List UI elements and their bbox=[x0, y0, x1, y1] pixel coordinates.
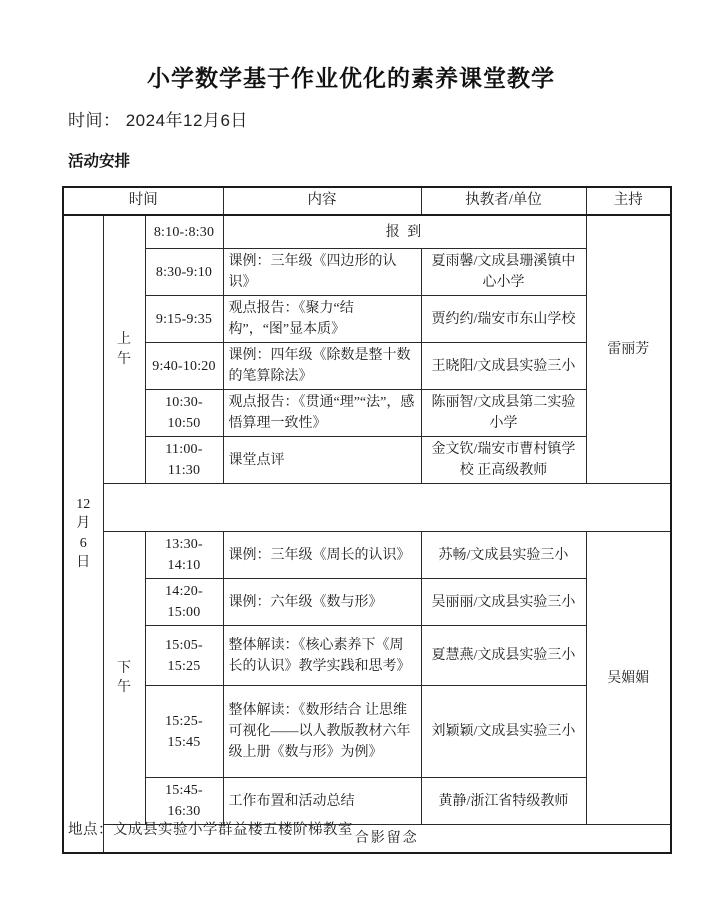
teacher-cell: 苏畅/文成县实验三小 bbox=[421, 532, 586, 579]
teacher-cell: 王晓阳/文成县实验三小 bbox=[421, 343, 586, 390]
teacher-cell: 夏雨馨/文成县珊溪镇中心小学 bbox=[421, 249, 586, 296]
period-cell-afternoon bbox=[103, 532, 145, 825]
period-cell-morning bbox=[103, 215, 145, 484]
table-row bbox=[63, 437, 671, 484]
content-cell: 整体解读：《数形结合 让思维可视化——以人教版教材六年级上册《数与形》为例》 bbox=[223, 686, 421, 778]
teacher-cell: 黄静/浙江省特级教师 bbox=[421, 778, 586, 825]
teacher-cell: 刘颖颖/文成县实验三小 bbox=[421, 686, 586, 778]
table-row bbox=[63, 626, 671, 686]
time-cell: 8:30-9:10 bbox=[145, 249, 223, 296]
content-cell: 观点报告：《聚力“结构”，“图”显本质》 bbox=[223, 296, 421, 343]
table-row bbox=[63, 390, 671, 437]
date-cell bbox=[63, 215, 103, 853]
content-cell: 课堂点评 bbox=[223, 437, 421, 484]
table-header-row bbox=[63, 187, 671, 215]
header-host: 主持 bbox=[586, 187, 671, 215]
closing-cell: 合影留念 bbox=[103, 825, 671, 853]
section-heading: 活动安排 bbox=[68, 153, 131, 170]
content-cell: 工作布置和活动总结 bbox=[223, 778, 421, 825]
header-teacher: 执教者/单位 bbox=[421, 187, 586, 215]
content-cell: 课例：四年级《除数是整十数的笔算除法》 bbox=[223, 343, 421, 390]
time-cell: 15:05-15:25 bbox=[145, 626, 223, 686]
vertical-date: 12 月 6 日 bbox=[76, 496, 91, 571]
location-line: 地点：文成县实验小学群益楼五楼阶梯教室 bbox=[68, 822, 353, 838]
time-cell: 8:10-:8:30 bbox=[145, 215, 223, 249]
content-cell: 整体解读：《核心素养下《周长的认识》教学实践和思考》 bbox=[223, 626, 421, 686]
host-cell-afternoon: 吴媚媚 bbox=[586, 532, 671, 825]
time-cell: 15:25-15:45 bbox=[145, 686, 223, 778]
table-row bbox=[63, 579, 671, 626]
content-cell: 课例：三年级《四边形的认识》 bbox=[223, 249, 421, 296]
schedule-table bbox=[62, 186, 672, 854]
table-row bbox=[63, 343, 671, 390]
time-cell: 9:15-9:35 bbox=[145, 296, 223, 343]
time-cell: 15:45-16:30 bbox=[145, 778, 223, 825]
teacher-cell: 夏慧燕/文成县实验三小 bbox=[421, 626, 586, 686]
content-cell: 观点报告：《贯通“理”“法”，感悟算理一致性》 bbox=[223, 390, 421, 437]
event-date-line: 时间： 2024年12月6日 bbox=[68, 111, 248, 130]
header-time: 时间 bbox=[63, 187, 223, 215]
table-row bbox=[63, 532, 671, 579]
time-cell: 14:20-15:00 bbox=[145, 579, 223, 626]
spacer-row bbox=[63, 484, 671, 532]
content-cell: 课例：三年级《周长的认识》 bbox=[223, 532, 421, 579]
time-cell: 11:00-11:30 bbox=[145, 437, 223, 484]
checkin-row bbox=[63, 215, 671, 249]
checkin-cell: 报 到 bbox=[223, 215, 586, 249]
document-title: 小学数学基于作业优化的素养课堂教学 bbox=[147, 65, 555, 91]
teacher-cell: 贾约约/瑞安市东山学校 bbox=[421, 296, 586, 343]
vertical-period-morning: 上 午 bbox=[117, 332, 131, 367]
header-content: 内容 bbox=[223, 187, 421, 215]
time-cell: 13:30-14:10 bbox=[145, 532, 223, 579]
teacher-cell: 吴丽丽/文成县实验三小 bbox=[421, 579, 586, 626]
vertical-period-afternoon: 下 午 bbox=[117, 660, 131, 696]
teacher-cell: 金文钦/瑞安市曹村镇学校 正高级教师 bbox=[421, 437, 586, 484]
teacher-cell: 陈丽智/文成县第二实验小学 bbox=[421, 390, 586, 437]
host-cell-morning: 雷丽芳 bbox=[586, 215, 671, 484]
time-cell: 9:40-10:20 bbox=[145, 343, 223, 390]
spacer-cell bbox=[103, 484, 671, 532]
table-row bbox=[63, 686, 671, 778]
time-cell: 10:30-10:50 bbox=[145, 390, 223, 437]
content-cell: 课例：六年级《数与形》 bbox=[223, 579, 421, 626]
table-row bbox=[63, 296, 671, 343]
table-row bbox=[63, 249, 671, 296]
